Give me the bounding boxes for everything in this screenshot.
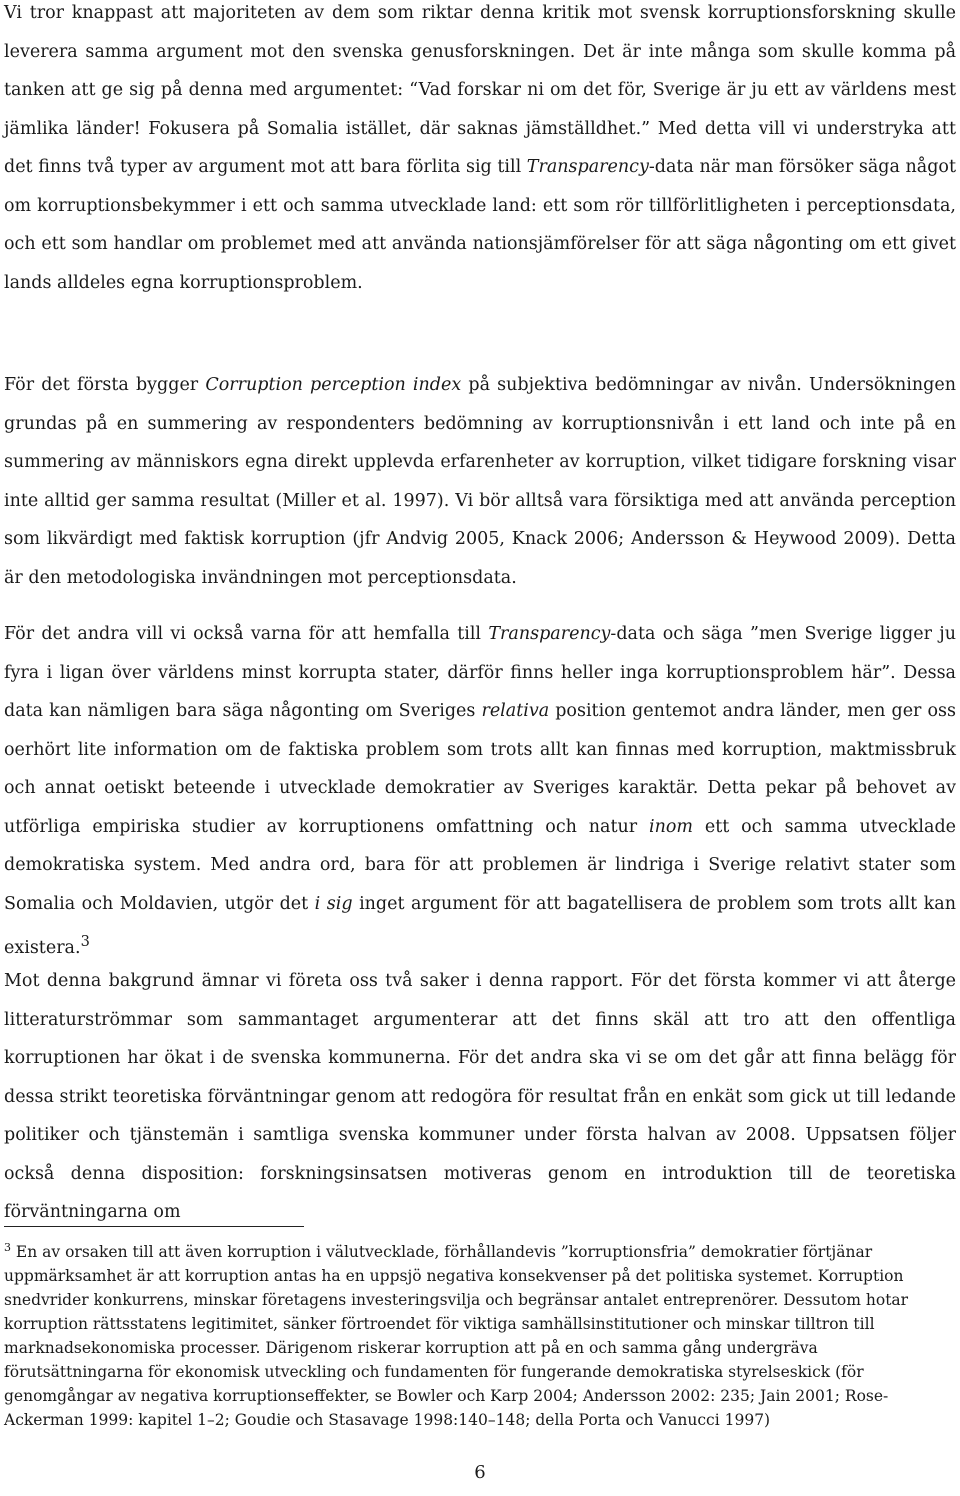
text-segment: position gentemot andra länder, men ger oss oerhört lite information om de faktiska problem som trots allt kan finnas med korruption, maktmissbruk och annat oetiskt beteende i utvecklade demokratier av Sveriges karaktär. Detta pekar på behovet av utförliga empiriska studier av korruptionens omfattning och natur <box>4 701 956 837</box>
italic-text: Corruption perception index <box>205 375 462 395</box>
footnote-separator <box>4 1226 304 1227</box>
paragraph-1 <box>4 0 956 302</box>
text-segment: -data när man försöker säga något om korruptionsbekymmer i ett och samma utvecklade land: ett som rör tillförlitligheten i perceptionsdata, och ett som handlar om problemet med att använda nationsjämförelser för att säga någonting om ett givet lands alldeles egna korruptionsproblem. <box>4 157 956 293</box>
text-segment: För det andra vill vi också varna för att hemfalla till <box>4 624 489 644</box>
paragraph-2 <box>4 366 956 597</box>
footnote <box>4 1236 956 1432</box>
text-segment: Mot denna bakgrund ämnar vi företa oss två saker i denna rapport. För det första kommer vi att återge litteraturströmmar som sammantaget argumenterar att det finns skäl att tro att den offentliga korruptionen har ökat i de svenska kommunerna. För det andra ska vi se om det går att finna belägg för dessa strikt teoretiska förväntningar genom att redogöra för resultat från en enkät som gick ut till ledande politiker och tjänstemän i samtliga svenska kommuner under första halvan av 2008. Uppsatsen följer också denna disposition: forskningsinsatsen motiveras genom en introduktion till de teoretiska förväntningarna om <box>4 971 956 1222</box>
text-segment: Vi tror knappast att majoriteten av dem som riktar denna kritik mot svensk korruptionsforskning skulle leverera samma argument mot den svenska genusforskningen. Det är inte många som skulle komma på tanken att ge sig på denna med argumentet: “Vad forskar ni om det för, Sverige är ju ett av världens mest jämlika länder! Fokusera på Somalia istället, där saknas jämställdhet.” Med detta vill vi understryka att det finns två typer av argument mot att bara förlita sig till <box>4 3 956 177</box>
italic-text: inom <box>649 816 693 837</box>
italic-text: i sig <box>314 893 353 914</box>
text-segment: inget argument för att bagatellisera de problem som trots allt kan existera. <box>4 893 956 958</box>
paragraph-3 <box>4 615 956 967</box>
text-segment: ett och samma utvecklade demokratiska system. Med andra ord, bara för att problemen är lindriga i Sverige relativt stater som Somalia och Moldavien, utgör det <box>4 816 957 914</box>
footnote-reference[interactable]: 3 <box>80 933 90 950</box>
italic-text: Transparency <box>488 624 611 644</box>
text-segment: -data och säga ”men Sverige ligger ju fyra i ligan över världens minst korrupta stater, därför finns heller inga korruptionsproblem här”. Dessa data kan nämligen bara säga någonting om Sveriges <box>4 624 956 721</box>
italic-text: Transparency <box>526 157 649 177</box>
page-number: 6 <box>474 1462 486 1483</box>
footnote-text: En av orsaken till att även korruption i välutvecklade, förhållandevis ”korruptionsfria” demokratier förtjänar uppmärksamhet är att korruption antas ha en uppsjö negativa konsekvenser på det politiska systemet. Korruption snedvrider konkurrens, minskar företagens investeringsvilja och begränsar antalet entreprenörer. Dessutom hotar korruption rättsstatens legitimitet, sänker förtroendet för viktiga samhällsinstitutioner och minskar tilltron till marknadsekonomiska processer. Därigenom riskerar korruption att på en och samma gång undergräva förutsättningarna för ekonomisk utveckling och fundamenten för fungerande demokratiska styrelseskick (för genomgångar av negativa korruptionseffekter, se Bowler och Karp 2004; Andersson 2002: 235; Jain 2001; Rose-Ackerman 1999: kapitel 1–2; Goudie och Stasavage 1998:140–148; della Porta och Vanucci 1997) <box>4 1243 909 1430</box>
footnote-number: 3 <box>4 1241 11 1254</box>
text-segment: För det första bygger <box>4 375 206 395</box>
italic-text: relativa <box>481 701 550 721</box>
text-segment: på subjektiva bedömningar av nivån. Undersökningen grundas på en summering av respondenters bedömning av korruptionsnivån i ett land och inte på en summering av människors egna direkt upplevda erfarenheter av korruption, vilket tidigare forskning visar inte alltid ger samma resultat (Miller et al. 1997). Vi bör alltså vara försiktiga med att använda perception som likvärdigt med faktisk korruption (jfr Andvig 2005, Knack 2006; Andersson & Heywood 2009). Detta är den metodologiska invändningen mot perceptionsdata. <box>4 375 956 588</box>
paragraph-4 <box>4 962 956 1232</box>
